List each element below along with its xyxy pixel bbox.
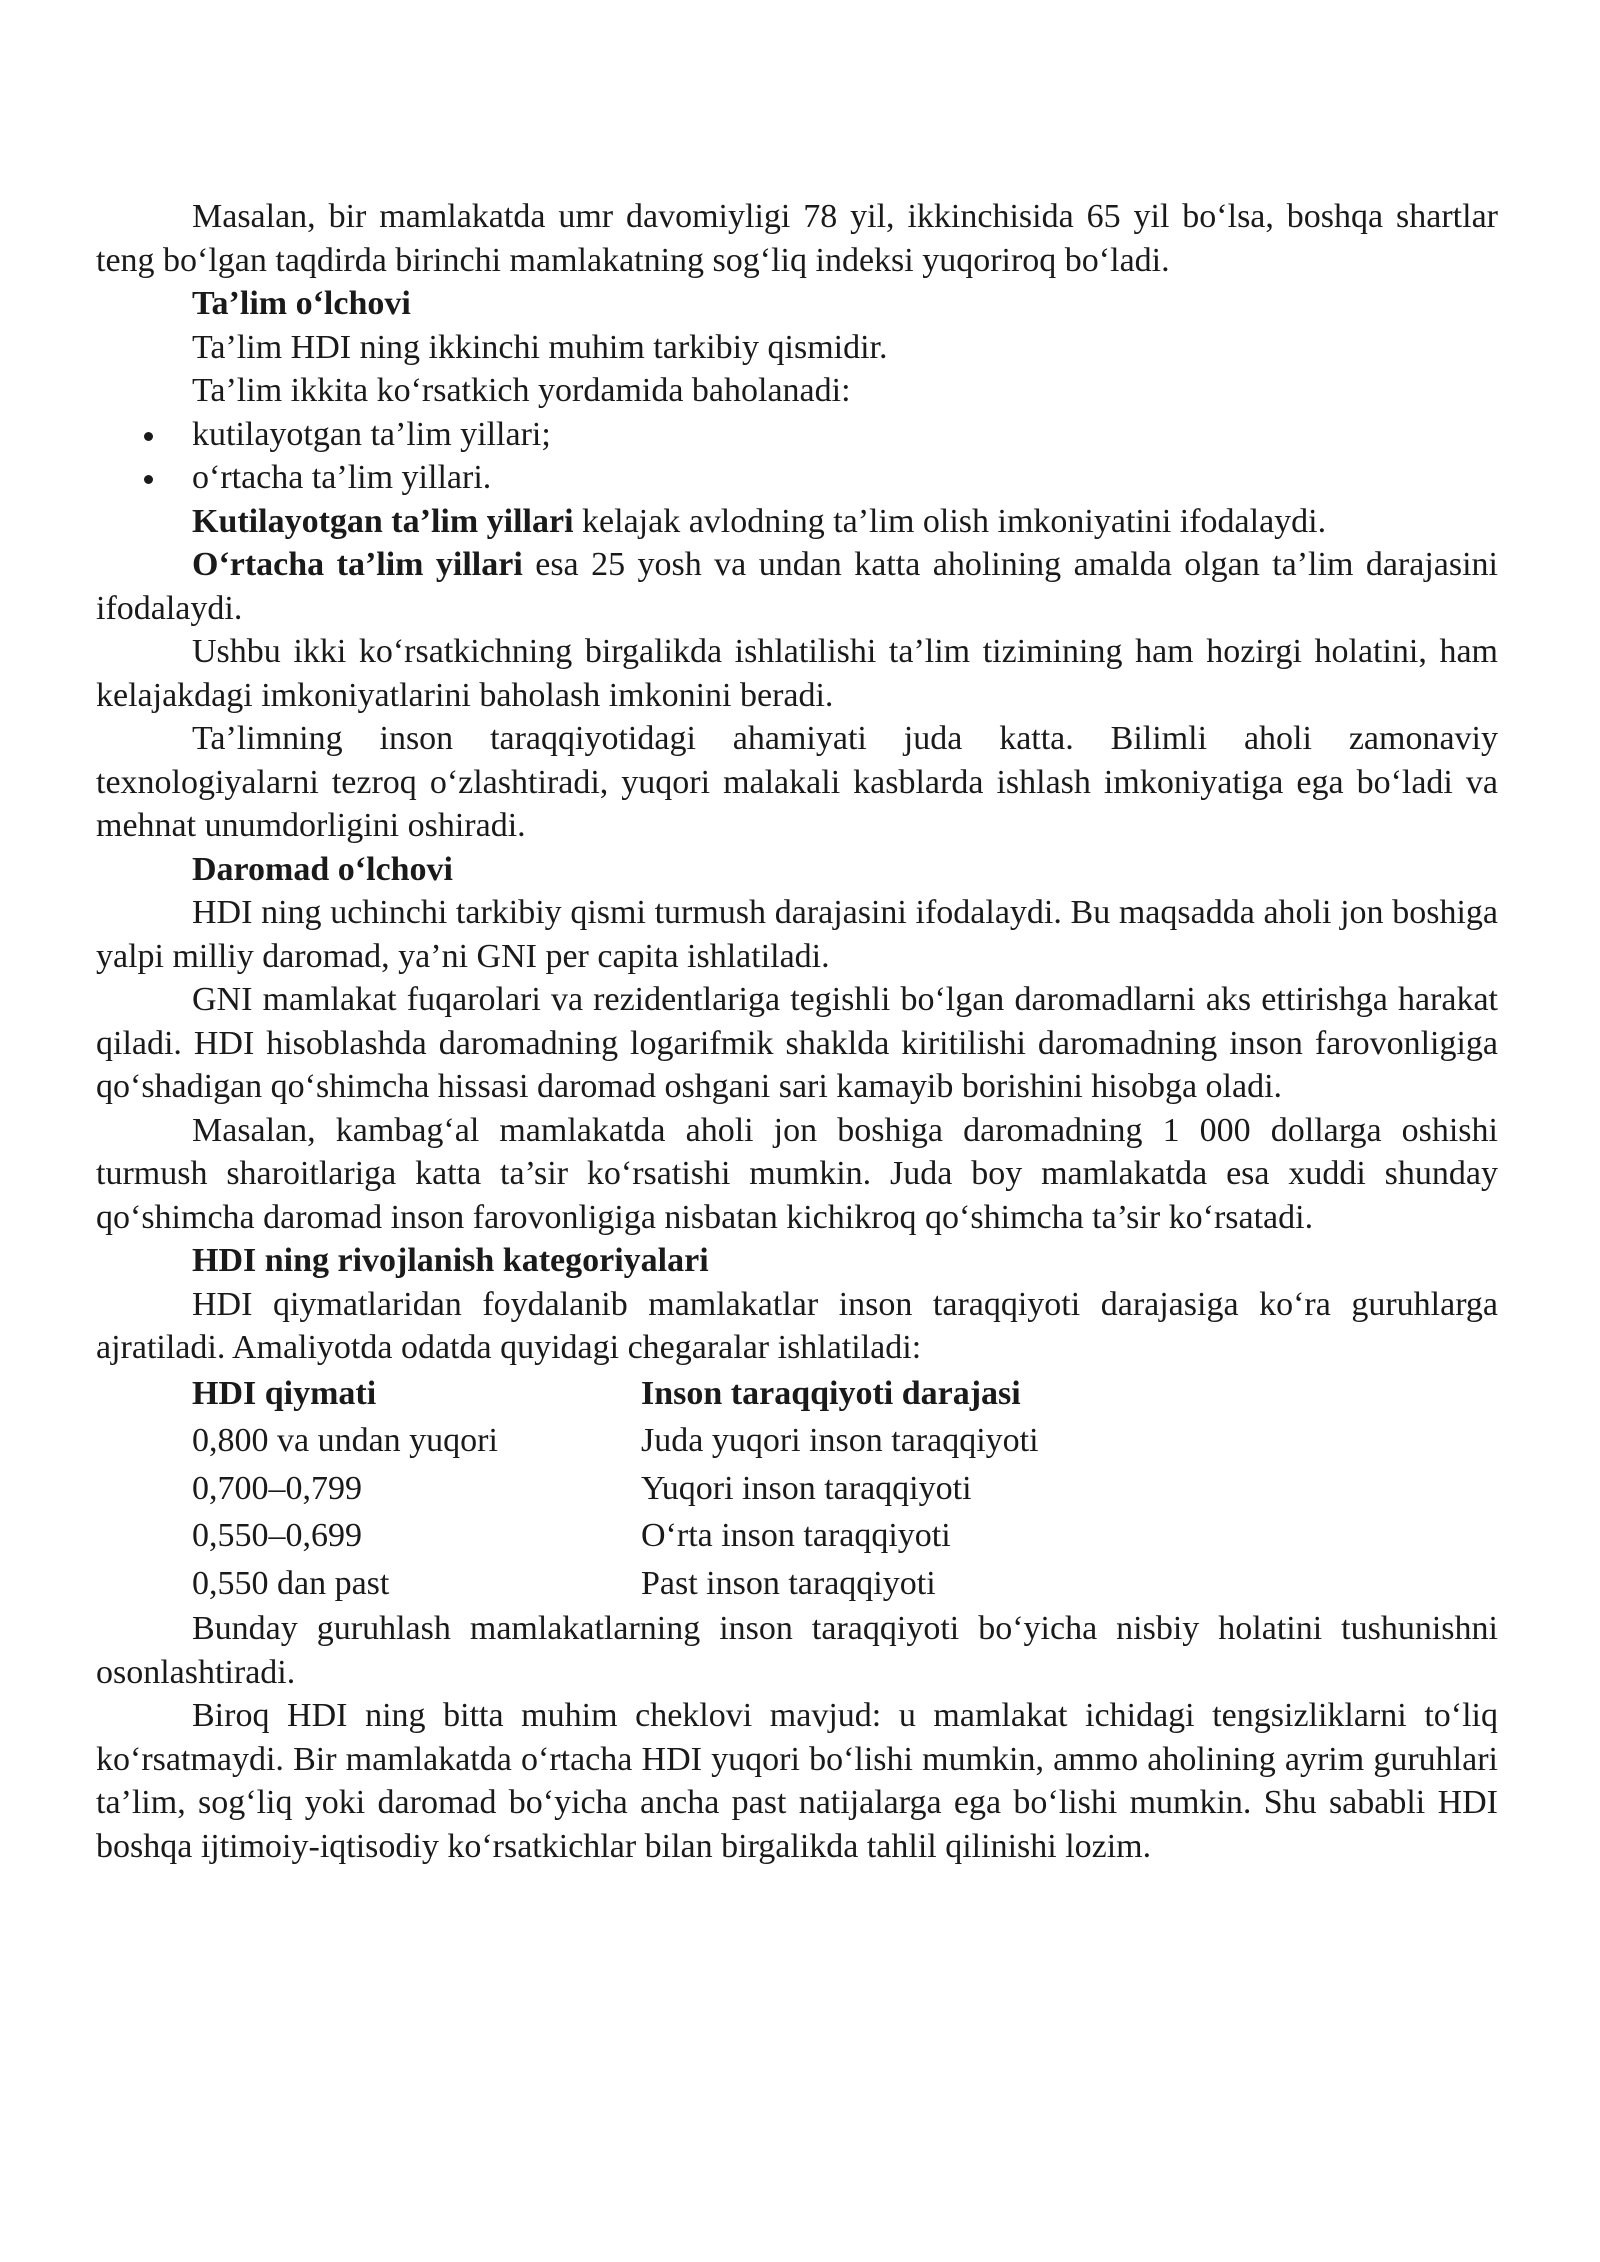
term-expected-schooling: Kutilayotgan ta’lim yillari xyxy=(192,502,574,540)
table-cell: 0,800 va undan yuqori xyxy=(192,1422,498,1459)
table-cell: Past inson taraqqiyoti xyxy=(641,1564,936,1602)
paragraph-mean-schooling xyxy=(96,543,1498,630)
bullet-icon xyxy=(144,475,153,484)
heading-education: Ta’lim o‘lchovi xyxy=(192,285,411,322)
list-item-text: kutilayotgan ta’lim yillari; xyxy=(192,415,551,453)
paragraph-income-component: HDI ning uchinchi tarkibiy qismi turmush darajasini ifodalaydi. Bu maqsadda aholi jon boshiga yalpi milliy daromad, ya’ni GNI per capita ishlatiladi. xyxy=(96,894,1498,975)
paragraph-education-indicators: Ta’lim ikkita ko‘rsatkich yordamida baholanadi: xyxy=(192,372,851,409)
paragraph-categories-intro: HDI qiymatlaridan foydalanib mamlakatlar inson taraqqiyoti darajasiga ko‘ra guruhlarga ajratiladi. Amaliyotda odatda quyidagi chegaralar ishlatiladi: xyxy=(96,1285,1498,1366)
list-item xyxy=(96,413,1498,457)
column-header-hdi-value: HDI qiymati xyxy=(192,1374,377,1412)
paragraph-hdi-limitation: Biroq HDI ning bitta muhim cheklovi mavjud: u mamlakat ichidagi tengsizliklarni to‘liq ko‘rsatmaydi. Bir mamlakatda o‘rtacha HDI yuqori bo‘lishi mumkin, ammo aholining ayrim guruhlari ta’lim, sog‘liq yoki daromad bo‘yicha ancha past natijalarga ega bo‘lishi mumkin. Shu sababli HDI boshqa ijtimoiy-iqtisodiy ko‘rsatkichlar bilan birgalikda tahlil qilinishi lozim. xyxy=(96,1697,1498,1865)
heading-income: Daromad o‘lchovi xyxy=(192,850,453,888)
bullet-icon xyxy=(144,432,153,441)
paragraph-expected-schooling xyxy=(96,500,1498,544)
table-cell: O‘rta inson taraqqiyoti xyxy=(641,1517,951,1554)
table-cell: 0,550–0,699 xyxy=(192,1517,362,1554)
table-row xyxy=(192,1560,1039,1608)
table-row xyxy=(192,1465,1039,1513)
table-row xyxy=(192,1512,1039,1560)
paragraph-grouping-benefit: Bunday guruhlash mamlakatlarning inson taraqqiyoti bo‘yicha nisbiy holatini tushunishni osonlashtiradi. xyxy=(96,1610,1498,1691)
heading-development-categories: HDI ning rivojlanish kategoriyalari xyxy=(192,1242,709,1279)
table-row xyxy=(192,1417,1039,1465)
definition-mean-schooling: esa 25 yosh va undan katta aholining amalda olgan ta’lim darajasini ifodalaydi. xyxy=(96,546,1498,627)
table-cell: 0,700–0,799 xyxy=(192,1469,362,1507)
table-cell: 0,550 dan past xyxy=(192,1564,390,1602)
table-cell: Juda yuqori inson taraqqiyoti xyxy=(641,1422,1039,1459)
paragraph-life-expectancy-example: Masalan, bir mamlakatda umr davomiyligi 78 yil, ikkinchisida 65 yil bo‘lsa, boshqa shartlar teng bo‘lgan taqdirda birinchi mamlakatning sog‘liq indeksi yuqoriroq bo‘ladi. xyxy=(96,198,1498,279)
table-cell: Yuqori inson taraqqiyoti xyxy=(641,1469,972,1507)
table-header-row xyxy=(192,1370,1039,1418)
paragraph-gni-logarithm: GNI mamlakat fuqarolari va rezidentlariga tegishli bo‘lgan daromadlarni aks ettirishga harakat qiladi. HDI hisoblashda daromadning logarifmik shaklda kiritilishi daromadning inson farovonligiga qo‘shadigan qo‘shimcha hissasi daromad oshgani sari kamayib borishini hisobga oladi. xyxy=(96,981,1498,1105)
paragraph-education-importance: Ta’limning inson taraqqiyotidagi ahamiyati juda katta. Bilimli aholi zamonaviy texnologiyalarni tezroq o‘zlashtiradi, yuqori malakali kasblarda ishlash imkoniyatiga ega bo‘ladi va mehnat unumdorligini oshiradi. xyxy=(96,720,1498,844)
list-item xyxy=(96,456,1498,500)
paragraph-income-example: Masalan, kambag‘al mamlakatda aholi jon boshiga daromadning 1 000 dollarga oshishi turmush sharoitlariga katta ta’sir ko‘rsatishi mumkin. Juda boy mamlakatda esa xuddi shunday qo‘shimcha daromad inson farovonligiga nisbatan kichikroq qo‘shimcha ta’sir ko‘rsatadi. xyxy=(96,1111,1498,1236)
education-indicator-list xyxy=(96,413,1498,500)
definition-expected-schooling: kelajak avlodning ta’lim olish imkoniyatini ifodalaydi. xyxy=(573,502,1327,540)
paragraph-education-component: Ta’lim HDI ning ikkinchi muhim tarkibiy qismidir. xyxy=(192,328,888,366)
document-page xyxy=(96,195,1498,1868)
column-header-development-level: Inson taraqqiyoti darajasi xyxy=(641,1374,1021,1412)
paragraph-combined-indicators: Ushbu ikki ko‘rsatkichning birgalikda ishlatilishi ta’lim tizimining ham hozirgi holatini, ham kelajakdagi imkoniyatlarini baholash imkonini beradi. xyxy=(96,633,1498,714)
hdi-category-table xyxy=(192,1370,1039,1608)
list-item-text: o‘rtacha ta’lim yillari. xyxy=(192,459,492,496)
term-mean-schooling: O‘rtacha ta’lim yillari xyxy=(192,546,523,583)
